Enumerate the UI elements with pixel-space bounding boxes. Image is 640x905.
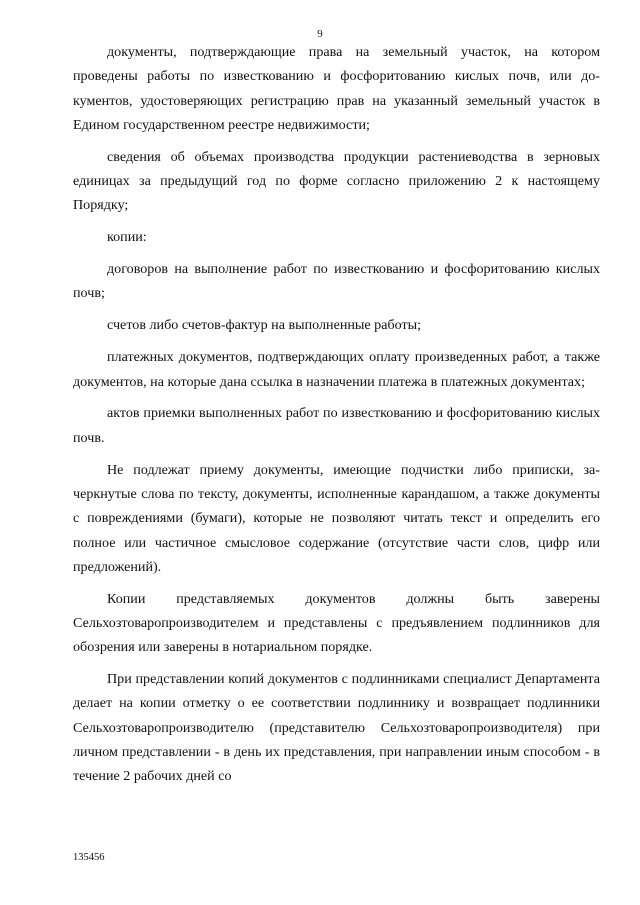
paragraph-contracts: договоров на выполнение работ по известкованию и фосфоритованию кислых почв; [73,261,600,302]
paragraph-land-rights: документы, подтверждающие права на земельный участок, на котором проведены работы по известкованию и фосфоритованию кислых почв, или документов, удостоверяющих регистрацию прав на указанный земельный участок в Едином государственном реестре недвижимости; [73,44,600,133]
paragraph-production-volumes: сведения об объемах производства продукции растениеводства в зерновых единицах за предыдущий год по форме согласно приложению 2 к настоящему Порядку; [73,148,600,214]
paragraph-invoices: счетов либо счетов-фактур на выполненные работы; [107,317,422,334]
page-number: 9 [317,28,323,40]
paragraph-copies-certification: Копии представляемых документов должны быть заверены Сельхозтоваропроизводителем и представлены с предъявлением подлинников для обозрения или заверены в нотариальном порядке. [73,590,600,656]
paragraph-copies: копии: [107,229,147,246]
document-id: 135456 [73,852,105,863]
document-body [73,40,600,796]
paragraph-rejected-documents: Не подлежат приему документы, имеющие подчистки либо приписки, зачеркнутые слова по тексту, документы, исполненные карандашом, а также документы с повреждениями (бумаги), которые не позволяют читать текст и определить его полное или частичное смысловое содержание (отсутствие части слов, цифр или предложений). [73,461,600,575]
paragraph-acceptance-acts: актов приемки выполненных работ по известкованию и фосфоритованию кислых почв. [73,405,600,446]
paragraph-payment-documents: платежных документов, подтверждающих оплату произведенных работ, а также документов, на которые дана ссылка в назначении платежа в платежных документах; [73,349,600,390]
paragraph-originals-return: При представлении копий документов с подлинниками специалист Департамента делает на копии отметку о ее соответствии подлиннику и возвращает подлинники Сельхозтоваропроизводителю (представителю Сельхозтоваропроизводителя) при личном представлении - в день их представления, при направлении иным способом - в течение 2 рабочих дней со [73,671,600,785]
